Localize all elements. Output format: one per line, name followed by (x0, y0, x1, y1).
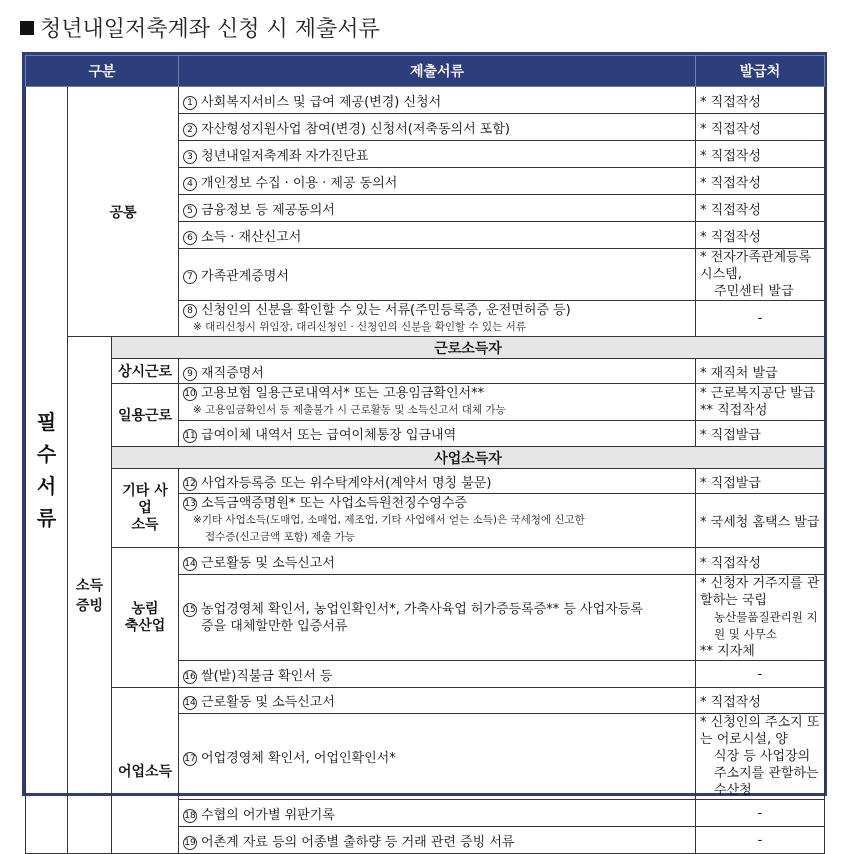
square-bullet-icon (20, 21, 34, 35)
issuer-11: * 직접발급 (696, 421, 825, 447)
doc-row-11: 11 급여이체 내역서 또는 급여이체통장 입금내역 (179, 421, 696, 447)
issuer-6: * 직접작성 (696, 222, 825, 249)
issuer-2: * 직접작성 (696, 114, 825, 141)
documents-table (25, 55, 825, 854)
doc-row-12: 12 사업자등록증 또는 위수탁계약서(계약서 명칭 불문) (179, 469, 696, 494)
issuer-12: * 직접발급 (696, 469, 825, 494)
farming-label: 농림 축산업 (112, 548, 179, 688)
issuer-19: - (696, 827, 825, 854)
issuer-17: * 신청인의 주소지 또는 어로시설, 양 식장 등 사업장의 주소지를 관할하는 수산청 (696, 714, 825, 800)
doc-row-7: 7 가족관계증명서 (179, 249, 696, 301)
issuer-8: - (696, 301, 825, 337)
header-category: 구분 (26, 56, 179, 87)
doc-row-6: 6 소득 · 재산신고서 (179, 222, 696, 249)
issuer-13: * 국세청 홈택스 발급 (696, 494, 825, 548)
issuer-9: * 재직처 발급 (696, 359, 825, 384)
issuer-7: * 전자가족관계등록시스템, 주민센터 발급 (696, 249, 825, 301)
issuer-14-fish: * 직접작성 (696, 688, 825, 714)
other-business-label: 기타 사업 소득 (112, 469, 179, 548)
issuer-16: - (696, 661, 825, 688)
doc-row-4: 4 개인정보 수집 · 이용 · 제공 동의서 (179, 168, 696, 195)
issuer-14-farm: * 직접작성 (696, 548, 825, 575)
required-docs-label: 필 수 서 류 (26, 87, 68, 854)
doc-row-2: 2 자산형성지원사업 참여(변경) 신청서(저축동의서 포함) (179, 114, 696, 141)
issuer-18: - (696, 800, 825, 827)
doc-row-15: 15 농업경영체 확인서, 농업인확인서*, 가축사육업 허가증등록증** 등 사업자등록 증을 대체할만한 입증서류 (179, 575, 696, 661)
doc-row-10: 10 고용보험 일용근로내역서* 또는 고용임금확인서** ※ 고용임금확인서 등 제출불가 시 근로활동 및 소득신고서 대체 가능 (179, 384, 696, 421)
doc-row-19: 19 어촌계 자료 등의 어종별 출하량 등 거래 관련 증빙 서류 (179, 827, 696, 854)
issuer-5: * 직접작성 (696, 195, 825, 222)
doc-row-8: 8 신청인의 신분을 확인할 수 있는 서류(주민등록증, 운전면허증 등) ※ 대리신청시 위임장, 대리신청인 · 신청인의 신분을 확인할 수 있는 서류 (179, 301, 696, 337)
issuer-10: * 근로복지공단 발급 ** 직접작성 (696, 384, 825, 421)
doc-row-5: 5 금융정보 등 제공동의서 (179, 195, 696, 222)
doc-row-1: 1 사회복지서비스 및 급여 제공(변경) 신청서 (179, 87, 696, 114)
doc-row-14-farm: 14 근로활동 및 소득신고서 (179, 548, 696, 575)
common-label: 공통 (68, 87, 179, 337)
issuer-1: * 직접작성 (696, 87, 825, 114)
issuer-3: * 직접작성 (696, 141, 825, 168)
doc-row-13: 13 소득금액증명원* 또는 사업소득원천징수영수증 ※기타 사업소득(도매업, 소매업, 제조업, 기타 사업에서 얻는 소득)은 국세청에 신고한 접수증(신고금액 포함) 제출 가능 (179, 494, 696, 548)
doc-row-18: 18 수협의 어가별 위판기록 (179, 800, 696, 827)
issuer-4: * 직접작성 (696, 168, 825, 195)
header-documents: 제출서류 (179, 56, 696, 87)
regular-work-label: 상시근로 (112, 359, 179, 384)
doc-row-3: 3 청년내일저축계좌 자가진단표 (179, 141, 696, 168)
doc-row-16: 16 쌀(밭)직불금 확인서 등 (179, 661, 696, 688)
doc-row-14-fish: 14 근로활동 및 소득신고서 (179, 688, 696, 714)
labor-income-section: 근로소득자 (112, 337, 825, 359)
fishery-label: 어업소득 (112, 688, 179, 854)
issuer-15: * 신청자 거주지를 관할하는 국립 농산물품질관리원 지원 및 사무소 ** 지자체 (696, 575, 825, 661)
daily-work-label: 일용근로 (112, 384, 179, 447)
documents-table-frame (22, 52, 827, 850)
business-income-section: 사업소득자 (112, 447, 825, 469)
doc-row-17: 17 어업경영체 확인서, 어업인확인서* (179, 714, 696, 800)
income-proof-label: 소득 증빙 (68, 337, 112, 854)
page-title: 청년내일저축계좌 신청 시 제출서류 (20, 12, 380, 48)
doc-row-9: 9 재직증명서 (179, 359, 696, 384)
header-issuer: 발급처 (696, 56, 825, 87)
